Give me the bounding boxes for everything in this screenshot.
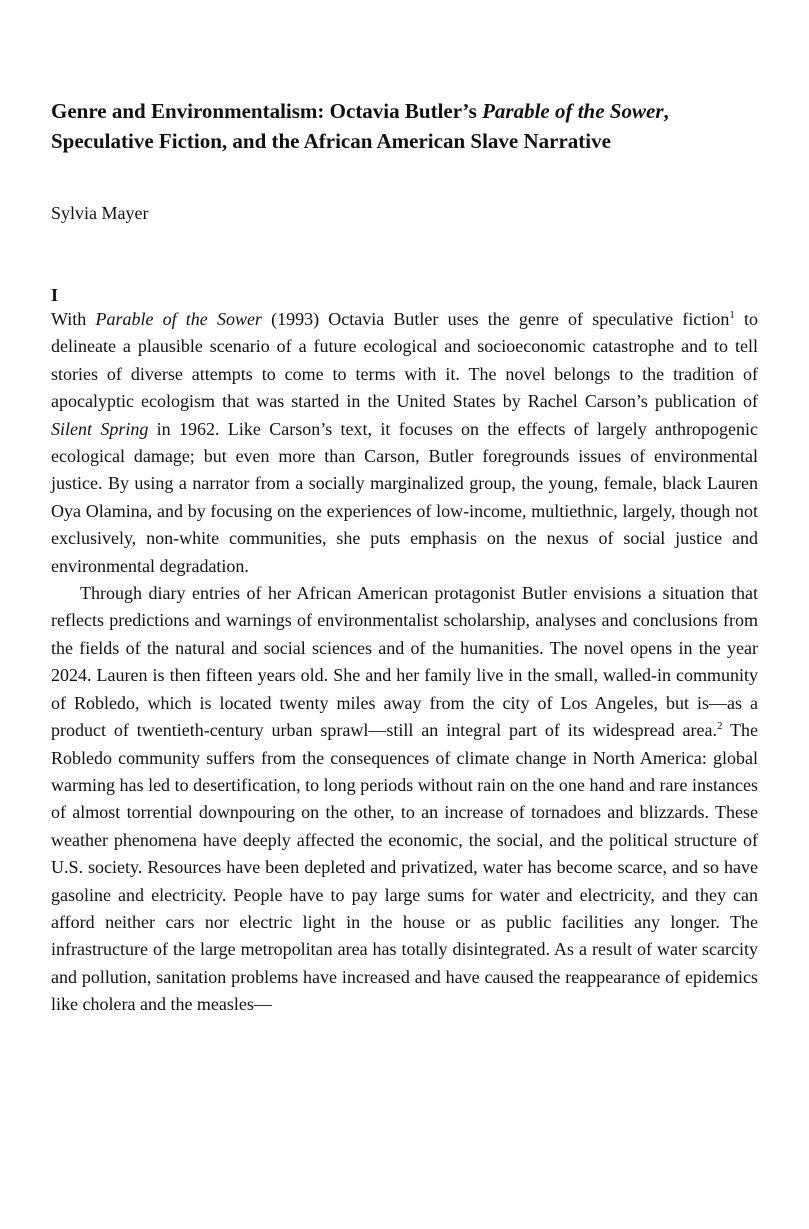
title-italic-work: Parable of the Sower bbox=[482, 99, 664, 123]
title-line-2: Speculative Fiction, and the African American Slave Narrative bbox=[51, 129, 611, 153]
italic-title-parable: Parable of the Sower bbox=[95, 309, 262, 329]
paragraph-1-text: in 1962. Like Carson’s text, it focuses on the effects of largely anthropogenic ecological damage; but even more than Carson, Butler foregrounds issues of environmental justice. By using a narrator from a socially marginalized group, the young, female, black Lauren Oya Olamina, and by focusing on the experiences of low-income, multiethnic, largely, though not exclusively, non-white communities, she puts emphasis on the nexus of social justice and environmental degradation. bbox=[51, 418, 758, 576]
footnote-ref-1[interactable]: 1 bbox=[729, 309, 735, 321]
paragraph-1-text: to delineate a plausible scenario of a future ecological and socioeconomic catastrophe and to tell stories of diverse attempts to come to terms with it. The novel belongs to the tradition of apocalyptic ecologism that was started in the United States by Rachel Carson’s publication of bbox=[51, 309, 758, 412]
footnote-ref-2[interactable]: 2 bbox=[716, 720, 723, 733]
paragraph-1-text: With bbox=[51, 309, 96, 329]
paragraph-1 bbox=[51, 306, 758, 580]
title-text: Genre and Environmentalism: Octavia Butler’s bbox=[51, 99, 483, 123]
article-title bbox=[51, 96, 758, 156]
paragraph-2-text: Through diary entries of her African American protagonist Butler envisions a situation that reflects predictions and warnings of environmentalist scholarship, analyses and conclusions from the fields of the natural and social sciences and of the humanities. The novel opens in the year 2024. Lauren is then fifteen years old. She and her family live in the small, walled-in community of Robledo, which is located twenty miles away from the city of Los Angeles, but is—as a product of twentieth-century urban sprawl—still an integral part of its widespread area. bbox=[51, 583, 758, 741]
title-comma: , bbox=[663, 99, 669, 123]
italic-title-silent-spring: Silent Spring bbox=[51, 418, 149, 439]
author-name: Sylvia Mayer bbox=[51, 203, 149, 223]
page bbox=[51, 96, 758, 1019]
paragraph-2 bbox=[51, 580, 758, 1019]
paragraph-1-text: (1993) Octavia Butler uses the genre of speculative fiction bbox=[261, 309, 730, 329]
paragraph-2-text: The Robledo community suffers from the consequences of climate change in North America: global warming has led to desertification, to long periods without rain on the one hand and rare instances of almost torrential downpouring on the other, to an increase of tornadoes and blizzards. These weather phenomena have deeply affected the economic, the social, and the political structure of U.S. society. Resources have been depleted and privatized, water has become scarce, and so have gasoline and electricity. People have to pay large sums for water and electricity, and they can afford neither cars nor electric light in the house or as public facilities any longer. The infrastructure of the large metropolitan area has totally disintegrated. As a result of water scarcity and pollution, sanitation problems have increased and have caused the reappearance of epidemics like cholera and the measles— bbox=[51, 720, 758, 1015]
section-heading: I bbox=[51, 285, 59, 305]
